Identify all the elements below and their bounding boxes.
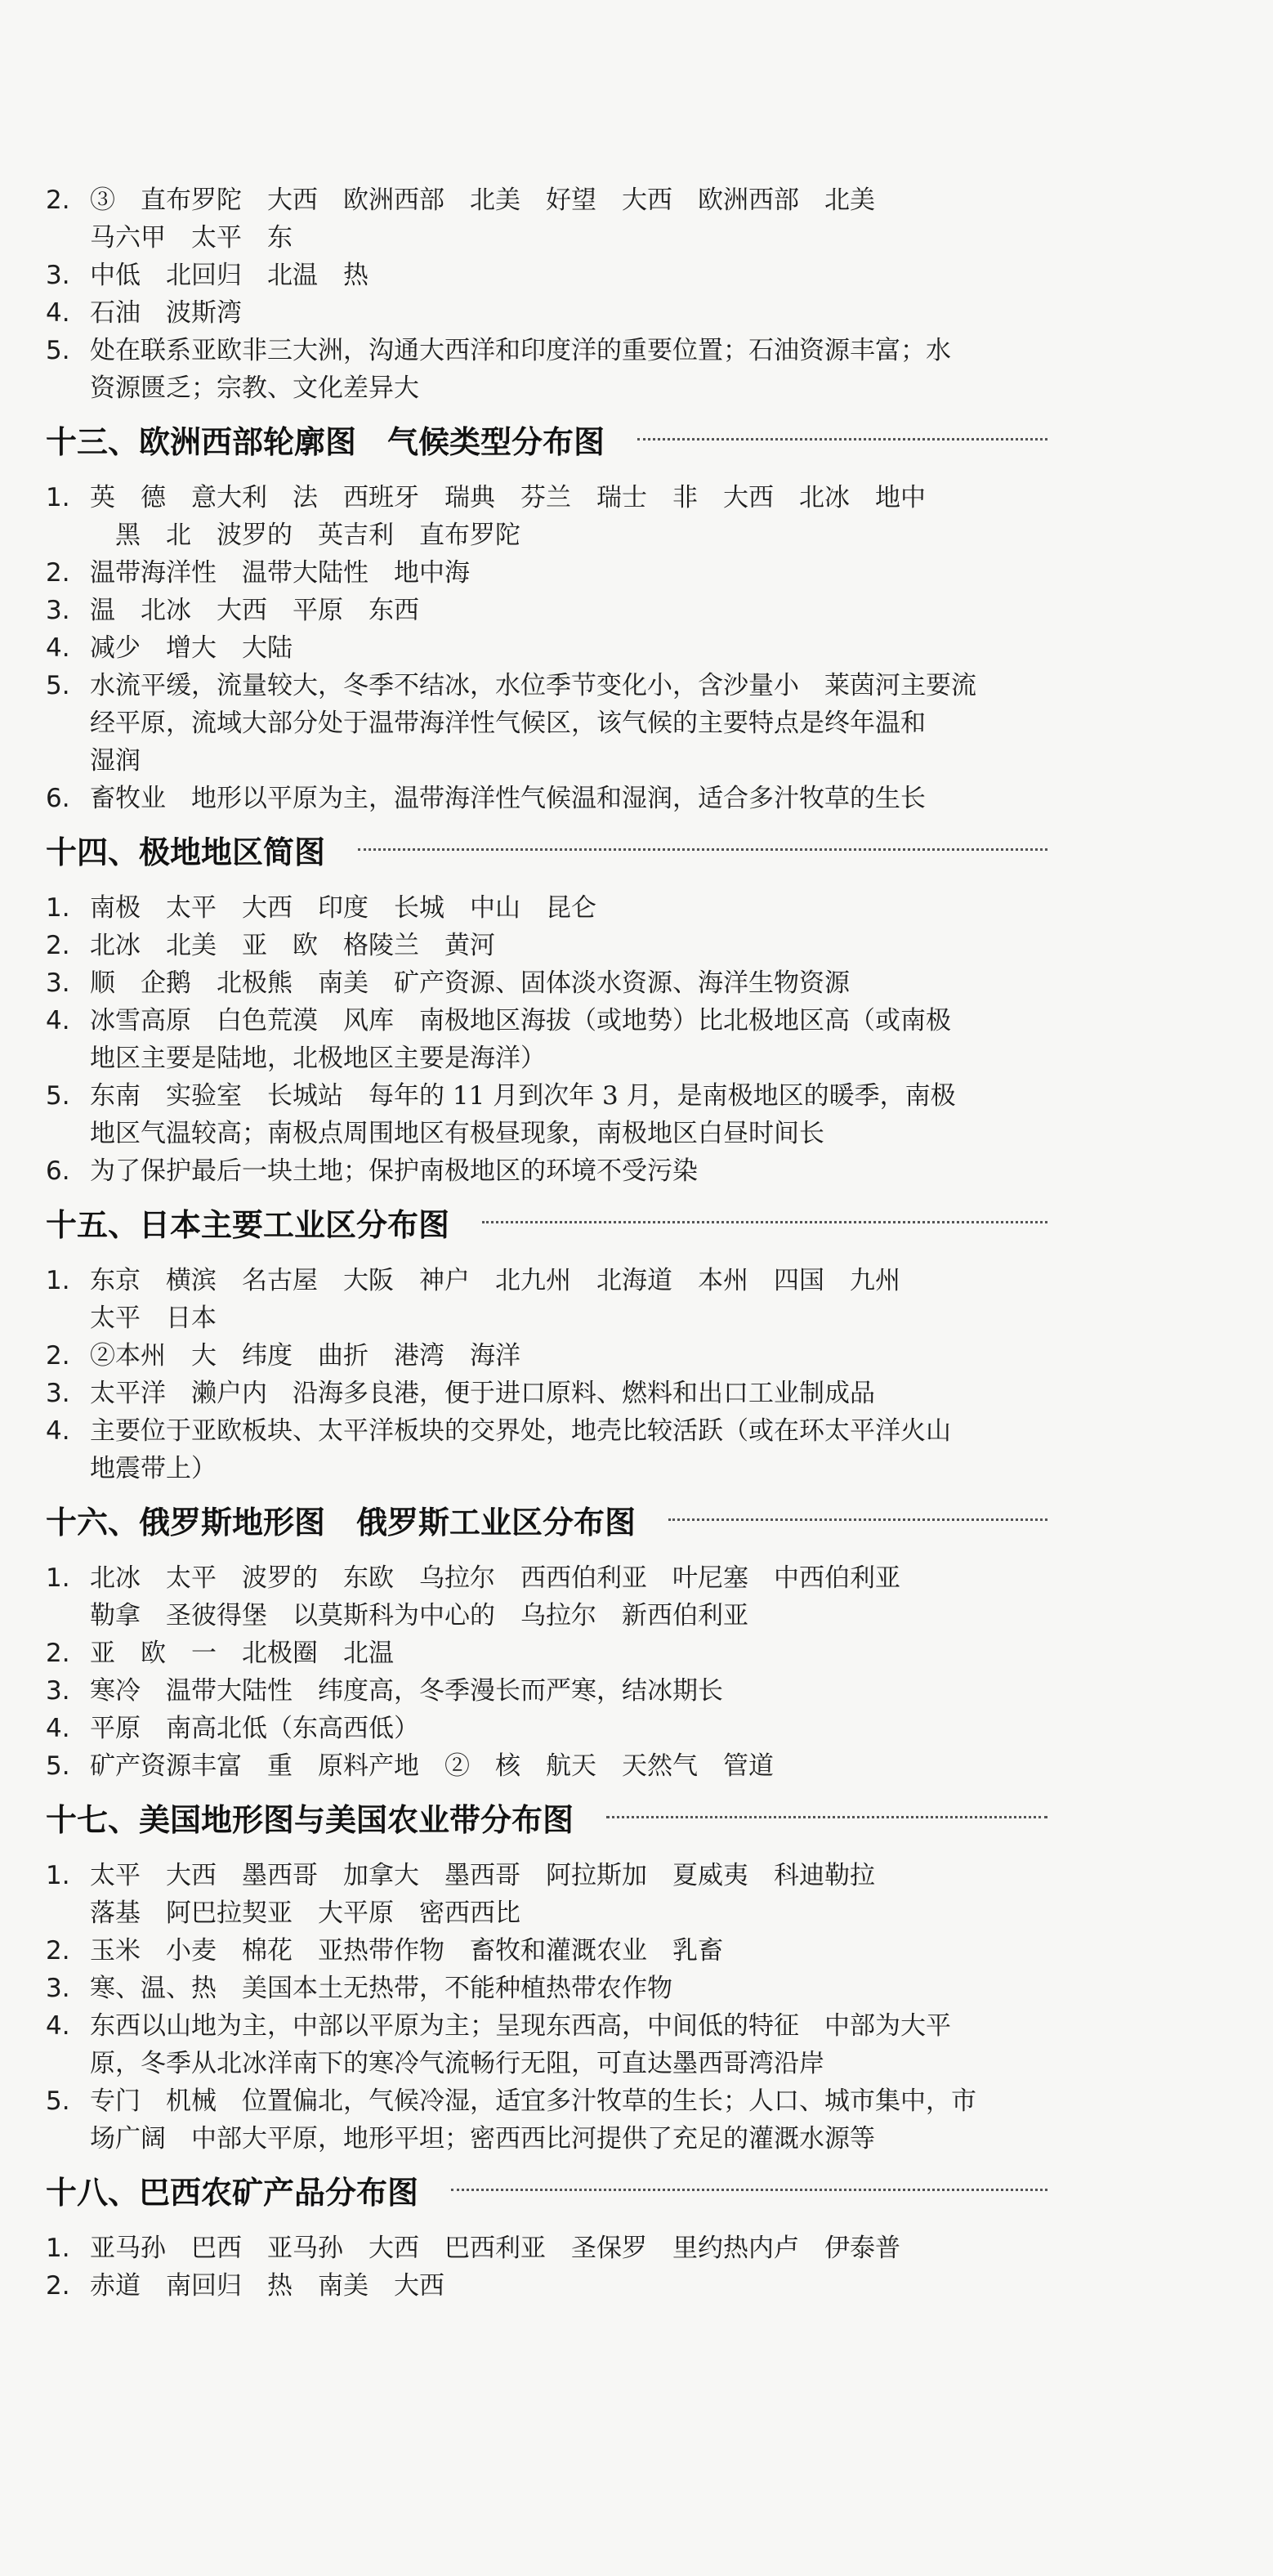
text-line: 东京 横滨 名古屋 大阪 神户 北九州 北海道 本州 四国 九州 bbox=[90, 1266, 900, 1295]
item-text bbox=[90, 1337, 1051, 1375]
text-line: 地区主要是陆地，北极地区主要是海洋） bbox=[90, 1044, 546, 1073]
answer-item bbox=[46, 332, 1051, 407]
item-text bbox=[90, 1412, 1051, 1487]
answer-item bbox=[46, 1375, 1051, 1412]
section-title: 十八、巴西农矿产品分布图 bbox=[46, 2175, 419, 2211]
text-line: 南极 太平 大西 印度 长城 中山 昆仑 bbox=[90, 893, 596, 923]
text-line: 主要位于亚欧板块、太平洋板块的交界处，地壳比较活跃（或在环太平洋火山 bbox=[90, 1416, 951, 1446]
text-line: 矿产资源丰富 重 原料产地 ② 核 航天 天然气 管道 bbox=[90, 1751, 774, 1781]
item-number: 5. bbox=[46, 1081, 70, 1111]
item-text bbox=[90, 667, 1051, 780]
text-line: 水流平缓，流量较大，冬季不结冰，水位季节变化小，含沙量小 莱茵河主要流 bbox=[90, 671, 976, 700]
item-number: 4. bbox=[46, 298, 70, 328]
dotted-rule bbox=[451, 2189, 1047, 2191]
item-number: 6. bbox=[46, 784, 70, 813]
text-line: 马六甲 太平 东 bbox=[90, 223, 293, 253]
item-number: 5. bbox=[46, 2086, 70, 2116]
text-line: 东南 实验室 长城站 每年的 11 月到次年 3 月，是南极地区的暖季，南极 bbox=[90, 1081, 956, 1111]
text-line: 顺 企鹅 北极熊 南美 矿产资源、固体淡水资源、海洋生物资源 bbox=[90, 968, 850, 998]
item-text bbox=[90, 1672, 1051, 1710]
item-number: 2. bbox=[46, 931, 70, 960]
dotted-rule bbox=[637, 438, 1047, 441]
answer-item bbox=[46, 1337, 1051, 1375]
section-title: 十四、极地地区简图 bbox=[46, 834, 326, 870]
item-number: 2. bbox=[46, 2271, 70, 2301]
answer-item bbox=[46, 1077, 1051, 1152]
answer-item bbox=[46, 780, 1051, 817]
answer-content bbox=[46, 181, 1051, 2305]
item-text bbox=[90, 332, 1051, 407]
item-text bbox=[90, 2007, 1051, 2082]
item-number: 5. bbox=[46, 671, 70, 700]
item-text bbox=[90, 257, 1051, 294]
text-line: 太平 日本 bbox=[90, 1304, 217, 1333]
answer-item bbox=[46, 1970, 1051, 2007]
text-line: 场广阔 中部大平原，地形平坦；密西西比河提供了充足的灌溉水源等 bbox=[90, 2124, 875, 2153]
item-number: 3. bbox=[46, 968, 70, 998]
item-text bbox=[90, 889, 1051, 927]
text-line: 寒冷 温带大陆性 纬度高，冬季漫长而严寒，结冰期长 bbox=[90, 1676, 723, 1706]
item-text bbox=[90, 964, 1051, 1002]
text-line: 勒拿 圣彼得堡 以莫斯科为中心的 乌拉尔 新西伯利亚 bbox=[90, 1601, 748, 1630]
item-number: 2. bbox=[46, 1341, 70, 1371]
answer-item bbox=[46, 479, 1051, 554]
item-number: 2. bbox=[46, 1936, 70, 1966]
item-number: 4. bbox=[46, 633, 70, 663]
section-heading bbox=[46, 825, 1051, 879]
text-line: 太平洋 濑户内 沿海多良港，便于进口原料、燃料和出口工业制成品 bbox=[90, 1379, 875, 1408]
item-text bbox=[90, 2082, 1051, 2158]
text-line: 地震带上） bbox=[90, 1454, 217, 1483]
item-text bbox=[90, 2267, 1051, 2305]
answer-item bbox=[46, 2267, 1051, 2305]
item-number: 1. bbox=[46, 1266, 70, 1295]
item-number: 2. bbox=[46, 558, 70, 588]
answer-item bbox=[46, 1672, 1051, 1710]
section-heading bbox=[46, 1198, 1051, 1252]
answer-item bbox=[46, 2082, 1051, 2158]
item-text bbox=[90, 1077, 1051, 1152]
text-line: 太平 大西 墨西哥 加拿大 墨西哥 阿拉斯加 夏威夷 科迪勒拉 bbox=[90, 1861, 875, 1890]
item-text bbox=[90, 1262, 1051, 1337]
item-number: 1. bbox=[46, 483, 70, 512]
section-title: 十七、美国地形图与美国农业带分布图 bbox=[46, 1802, 574, 1838]
text-line: 寒、温、热 美国本土无热带，不能种植热带农作物 bbox=[90, 1974, 672, 2003]
text-line: 减少 增大 大陆 bbox=[90, 633, 293, 663]
answer-item bbox=[46, 181, 1051, 257]
text-line: 专门 机械 位置偏北，气候冷湿，适宜多汁牧草的生长；人口、城市集中，市 bbox=[90, 2086, 976, 2116]
item-number: 3. bbox=[46, 1974, 70, 2003]
answer-item bbox=[46, 1932, 1051, 1970]
answer-item bbox=[46, 1262, 1051, 1337]
text-line: 地区气温较高；南极点周围地区有极昼现象，南极地区白昼时间长 bbox=[90, 1119, 824, 1148]
item-text bbox=[90, 1375, 1051, 1412]
item-number: 5. bbox=[46, 1751, 70, 1781]
item-number: 3. bbox=[46, 1379, 70, 1408]
text-line: 玉米 小麦 棉花 亚热带作物 畜牧和灌溉农业 乳畜 bbox=[90, 1936, 723, 1966]
item-text bbox=[90, 1747, 1051, 1785]
item-number: 6. bbox=[46, 1156, 70, 1186]
answer-item bbox=[46, 554, 1051, 592]
text-line: 亚 欧 一 北极圈 北温 bbox=[90, 1639, 394, 1668]
text-line: 赤道 南回归 热 南美 大西 bbox=[90, 2271, 444, 2301]
dotted-rule bbox=[668, 1518, 1047, 1521]
item-text bbox=[90, 1970, 1051, 2007]
answer-item bbox=[46, 667, 1051, 780]
text-line: 平原 南高北低（东高西低） bbox=[90, 1714, 419, 1743]
item-number: 1. bbox=[46, 1861, 70, 1890]
answer-item bbox=[46, 927, 1051, 964]
section-title: 十三、欧洲西部轮廓图 气候类型分布图 bbox=[46, 424, 605, 460]
text-line: 亚马孙 巴西 亚马孙 大西 巴西利亚 圣保罗 里约热内卢 伊泰普 bbox=[90, 2234, 900, 2263]
text-line: 石油 波斯湾 bbox=[90, 298, 242, 328]
text-line: ③ 直布罗陀 大西 欧洲西部 北美 好望 大西 欧洲西部 北美 bbox=[90, 186, 875, 215]
text-line: 落基 阿巴拉契亚 大平原 密西西比 bbox=[90, 1898, 520, 1928]
answer-item bbox=[46, 2229, 1051, 2267]
answer-item bbox=[46, 964, 1051, 1002]
answer-item bbox=[46, 1710, 1051, 1747]
item-text bbox=[90, 1559, 1051, 1635]
item-text bbox=[90, 1002, 1051, 1077]
section-title: 十五、日本主要工业区分布图 bbox=[46, 1207, 450, 1243]
item-text bbox=[90, 629, 1051, 667]
item-number: 2. bbox=[46, 186, 70, 215]
answer-item bbox=[46, 1747, 1051, 1785]
item-text bbox=[90, 780, 1051, 817]
text-line: 温带海洋性 温带大陆性 地中海 bbox=[90, 558, 470, 588]
item-text bbox=[90, 1152, 1051, 1190]
text-line: 东西以山地为主，中部以平原为主；呈现东西高，中间低的特征 中部为大平 bbox=[90, 2011, 951, 2041]
item-text bbox=[90, 1857, 1051, 1932]
item-number: 3. bbox=[46, 1676, 70, 1706]
text-line: 畜牧业 地形以平原为主，温带海洋性气候温和湿润，适合多汁牧草的生长 bbox=[90, 784, 926, 813]
dotted-rule bbox=[606, 1816, 1047, 1818]
answer-item bbox=[46, 1559, 1051, 1635]
answer-item bbox=[46, 889, 1051, 927]
answer-item bbox=[46, 1412, 1051, 1487]
dotted-rule bbox=[482, 1221, 1047, 1223]
item-number: 3. bbox=[46, 261, 70, 290]
text-line: 中低 北回归 北温 热 bbox=[90, 261, 368, 290]
text-line: 黑 北 波罗的 英吉利 直布罗陀 bbox=[90, 521, 520, 550]
text-line: 为了保护最后一块土地；保护南极地区的环境不受污染 bbox=[90, 1156, 698, 1186]
item-text bbox=[90, 181, 1051, 257]
item-text bbox=[90, 294, 1051, 332]
item-number: 3. bbox=[46, 596, 70, 625]
dotted-rule bbox=[358, 848, 1047, 851]
section-heading bbox=[46, 2166, 1051, 2220]
item-number: 1. bbox=[46, 1563, 70, 1593]
item-number: 4. bbox=[46, 1006, 70, 1035]
text-line: 北冰 太平 波罗的 东欧 乌拉尔 西西伯利亚 叶尼塞 中西伯利亚 bbox=[90, 1563, 900, 1593]
text-line: 处在联系亚欧非三大洲，沟通大西洋和印度洋的重要位置；石油资源丰富；水 bbox=[90, 336, 951, 365]
text-line: ②本州 大 纬度 曲折 港湾 海洋 bbox=[90, 1341, 520, 1371]
answer-item bbox=[46, 629, 1051, 667]
item-text bbox=[90, 1932, 1051, 1970]
text-line: 冰雪高原 白色荒漠 风库 南极地区海拔（或地势）比北极地区高（或南极 bbox=[90, 1006, 951, 1035]
item-number: 5. bbox=[46, 336, 70, 365]
item-text bbox=[90, 554, 1051, 592]
item-text bbox=[90, 479, 1051, 554]
item-text bbox=[90, 1635, 1051, 1672]
item-text bbox=[90, 2229, 1051, 2267]
answer-item bbox=[46, 2007, 1051, 2082]
text-line: 资源匮乏；宗教、文化差异大 bbox=[90, 373, 419, 403]
text-line: 温 北冰 大西 平原 东西 bbox=[90, 596, 419, 625]
text-line: 北冰 北美 亚 欧 格陵兰 黄河 bbox=[90, 931, 495, 960]
item-text bbox=[90, 1710, 1051, 1747]
section-title: 十六、俄罗斯地形图 俄罗斯工业区分布图 bbox=[46, 1505, 636, 1541]
item-number: 1. bbox=[46, 893, 70, 923]
item-number: 1. bbox=[46, 2234, 70, 2263]
item-text bbox=[90, 592, 1051, 629]
answer-item bbox=[46, 257, 1051, 294]
answer-item bbox=[46, 1002, 1051, 1077]
item-number: 4. bbox=[46, 1416, 70, 1446]
section-heading bbox=[46, 415, 1051, 469]
item-text bbox=[90, 927, 1051, 964]
item-number: 4. bbox=[46, 1714, 70, 1743]
section-heading bbox=[46, 1496, 1051, 1550]
section-heading bbox=[46, 1793, 1051, 1847]
text-line: 湿润 bbox=[90, 746, 141, 776]
text-line: 经平原，流域大部分处于温带海洋性气候区，该气候的主要特点是终年温和 bbox=[90, 709, 926, 738]
item-number: 4. bbox=[46, 2011, 70, 2041]
answer-item bbox=[46, 1857, 1051, 1932]
answer-item bbox=[46, 1152, 1051, 1190]
text-line: 英 德 意大利 法 西班牙 瑞典 芬兰 瑞士 非 大西 北冰 地中 bbox=[90, 483, 926, 512]
answer-item bbox=[46, 592, 1051, 629]
text-line: 原，冬季从北冰洋南下的寒冷气流畅行无阻，可直达墨西哥湾沿岸 bbox=[90, 2049, 824, 2078]
item-number: 2. bbox=[46, 1639, 70, 1668]
answer-item bbox=[46, 294, 1051, 332]
answer-item bbox=[46, 1635, 1051, 1672]
